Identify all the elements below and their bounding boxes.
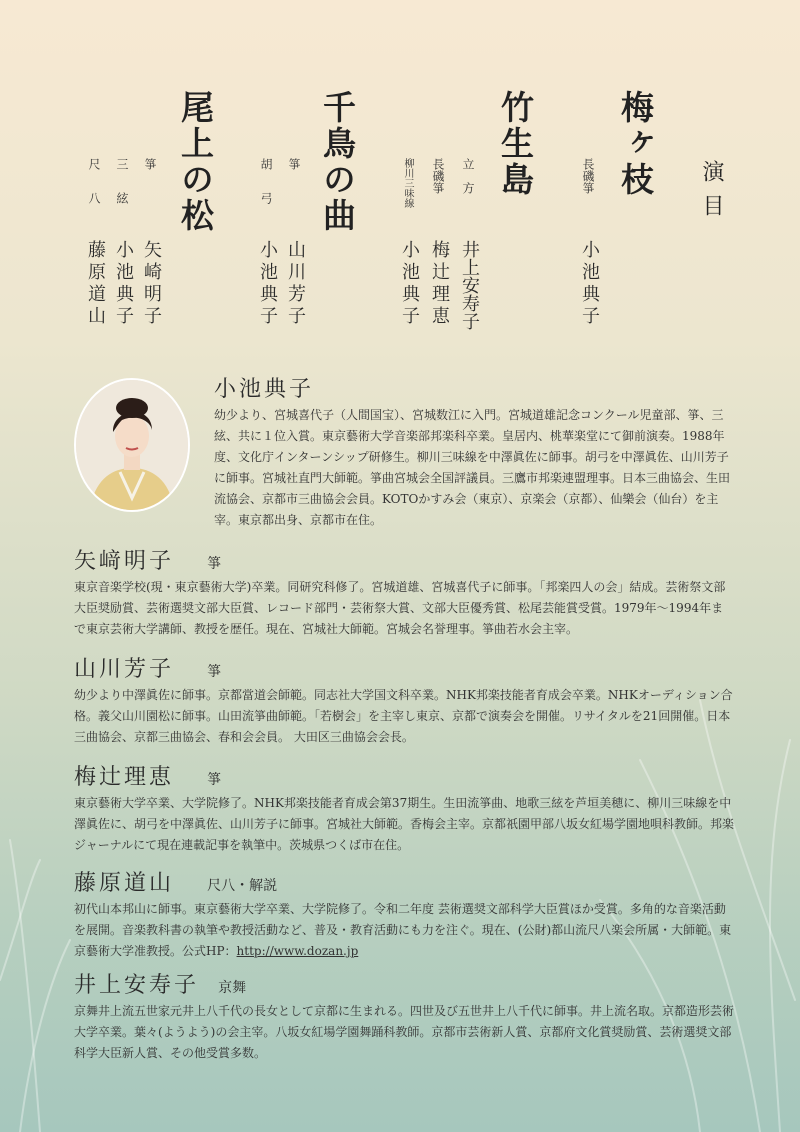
profile-name: 矢﨑明子 [74, 549, 175, 574]
profile-bio: 東京音楽学校(現・東京藝術大学)卒業。同研究科修了。宮城道雄、宮城喜代子に師事。「邦楽四人の会」結成。芸術祭文部大臣奨励賞、芸術選奨文部大臣賞、レコード部門・芸術祭大賞、文部大臣優秀賞、松尾芸能賞受賞。1979年～1994年まで東京芸術大学講師、教授を歴任。現在、宮城社大師範。宮城会名誉理事。箏曲若水会主宰。 [74, 580, 726, 636]
performer-name: 小池典子 [399, 240, 420, 328]
profile-role: 尺八・解説 [207, 878, 278, 894]
performer-role: 箏 [287, 158, 301, 170]
profile-bio: 京舞井上流五世家元井上八千代の長女として京都に生まれる。四世及び五世井上八千代に師事。井上流名取。京都造形芸術大学卒業。葉々(ようよう)の会主宰。八坂女紅場学園舞踊科教師。京都市芸術新人賞、京都府文化賞奨励賞、芸術選奨文部科学大臣新人賞、その他受賞多数。 [74, 1004, 735, 1060]
performer-name: 小池典子 [579, 240, 600, 328]
performer-name: 矢崎明子 [141, 240, 162, 328]
profile-name: 藤原道山 [74, 871, 175, 896]
profile-role: 箏 [207, 772, 222, 788]
profile-fujiwara [74, 866, 734, 962]
performer-role: 尺八 [87, 158, 101, 226]
performer-role: 三絃 [115, 158, 129, 226]
profile-koike [214, 372, 734, 531]
profile-umetsuji [74, 760, 734, 856]
performer-name: 小池典子 [257, 240, 278, 328]
piece-title: 千鳥の曲 [318, 90, 357, 234]
piece-title: 梅ヶ枝 [616, 90, 655, 198]
performer-portrait [74, 378, 190, 512]
performer-role: 立方 [461, 158, 475, 206]
performer-name: 山川芳子 [285, 240, 306, 328]
program-label: 演目 [699, 160, 724, 228]
profile-role: 箏 [207, 664, 222, 680]
performer-name: 井上安寿子 [459, 240, 480, 330]
piece-title: 竹生島 [496, 90, 535, 198]
profile-bio: 東京藝術大学卒業、大学院修了。NHK邦楽技能者育成会第37期生。生田流箏曲、地歌三絃を芦垣美穂に、柳川三味線を中澤眞佐に、胡弓を中澤眞佐、山川芳子に師事。宮城社大師範。香梅会主宰。京都祇園甲部八坂女紅場学園地唄科教師。邦楽ジャーナルにて現在連載記事を執筆中。茨城県つくば市在住。 [74, 796, 735, 852]
piece-title: 尾上の松 [176, 90, 215, 234]
performer-role: 胡弓 [259, 158, 273, 226]
performer-name: 小池典子 [113, 240, 134, 328]
performer-role: 箏 [143, 158, 157, 170]
performer-role: 柳川三味線 [402, 158, 413, 208]
profile-bio: 幼少より、宮城喜代子（人間国宝）、宮城数江に入門。宮城道雄記念コンクール児童部、箏、三絃、共に１位入賞。東京藝術大学音楽部邦楽科卒業。皇居内、桃華楽堂にて御前演奏。1988年度、文化庁インターンシップ研修生。柳川三味線を中澤眞佐に師事。胡弓を中澤眞佐、山川芳子に師事。宮城社直門大師範。箏曲宮城会全国評議員。三鷹市邦楽連盟理事。日本三曲協会、生田流協会、京都市三曲協会会員。KOTOかすみ会（東京）、京楽会（京都）、仙樂会（仙台）を主宰。東京都出身、京都市在住。 [214, 408, 731, 527]
profile-name: 山川芳子 [74, 657, 175, 682]
profile-inoue [74, 968, 734, 1064]
profile-name: 井上安寿子 [74, 973, 200, 998]
profile-role: 箏 [207, 556, 222, 572]
profile-bio-text: 初代山本邦山に師事。東京藝術大学卒業、大学院修了。令和二年度 芸術選奨文部科学大臣賞ほか受賞。多角的な音楽活動を展開。音楽教科書の執筆や教授活動など、普及・教育活動にも力を注ぐ。現在、(公財)都山流尺八楽会所属・大師範。東京藝術大学准教授。公式HP： [74, 902, 732, 958]
portrait-photo-icon [76, 380, 188, 510]
profile-role: 京舞 [218, 980, 247, 996]
profile-name: 小池典子 [214, 377, 315, 402]
performer-role: 長磯箏 [431, 158, 445, 194]
profile-bio: 幼少より中澤眞佐に師事。京都當道会師範。同志社大学国文科卒業。NHK邦楽技能者育成会卒業。NHKオーディション合格。義父山川園松に師事。山田流箏曲師範。「若樹会」を主宰し東京、京都で演奏会を開催。リサイタルを21回開催。日本三曲協会、京都三曲協会、春和会会員。 大田区三曲協会会長。 [74, 688, 733, 744]
performer-role: 長磯箏 [581, 158, 595, 194]
profile-yamakawa [74, 652, 734, 748]
homepage-link[interactable]: http://www.dozan.jp [236, 944, 359, 958]
profile-name: 梅辻理恵 [74, 765, 175, 790]
profile-yazaki [74, 544, 734, 640]
profile-bio [74, 899, 734, 962]
performer-name: 梅辻理恵 [429, 240, 450, 328]
performer-name: 藤原道山 [85, 240, 106, 328]
